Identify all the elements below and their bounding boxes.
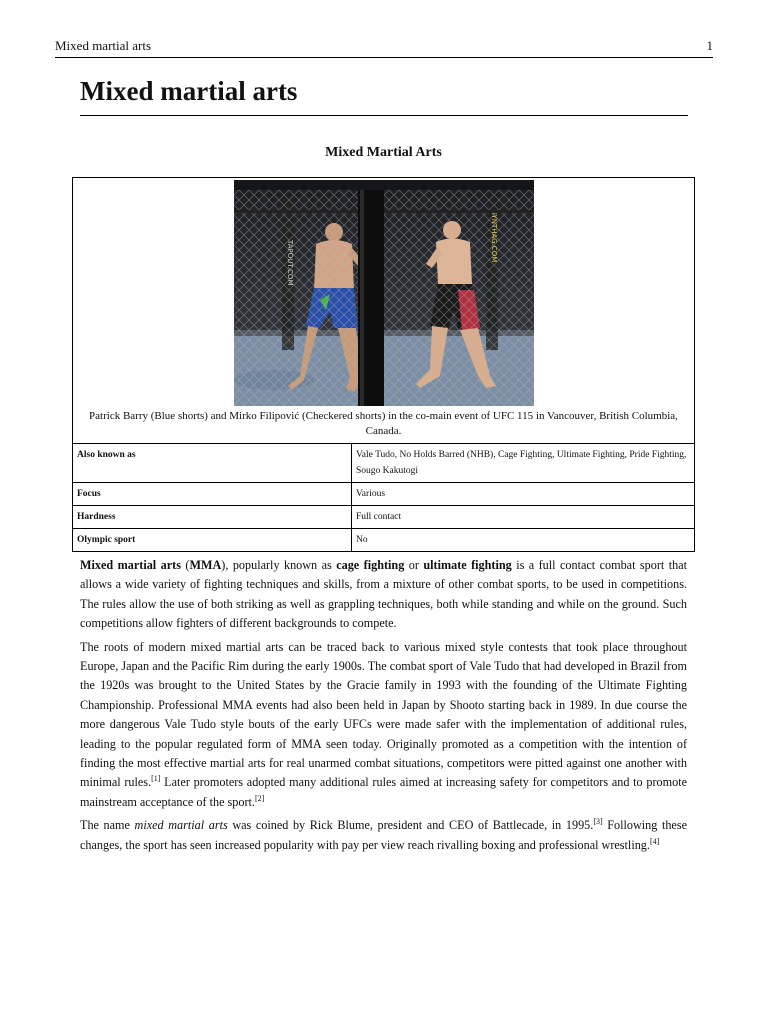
text-run: or (404, 558, 424, 572)
term-italic: mixed martial arts (134, 818, 228, 833)
infobox-row (73, 529, 694, 552)
row-value: Full contact (352, 506, 695, 529)
reference-link[interactable]: [2] (254, 793, 265, 803)
row-label: Focus (73, 483, 352, 506)
text-run: ( (180, 558, 190, 572)
article-title: Mixed martial arts (80, 76, 688, 116)
paragraph-intro (80, 556, 687, 634)
row-label: Also known as (73, 444, 352, 483)
infobox (72, 177, 695, 552)
running-header (55, 38, 713, 58)
infobox-title: Mixed Martial Arts (325, 145, 442, 160)
text-run: The roots of modern mixed martial arts can be traced back to various mixed style contests that took place throughout Europe, Japan and the Pacific Rim during the early 1900s. The combat sport of Vale Tudo that had developed in Brazil from the 1920s was brought to the United States by the Gracie family in 1993 with the founding of the Ultimate Fighting Championship. Professional MMA events had also been held in Japan by Shooto starting back in 1989. In due course the more dangerous Vale Tudo style bouts of the early UFCs were made safer with the implementation of additional rules, leading to the popular regulated form of MMA seen today. Originally promoted as a competition with the intention of finding the most effective martial arts for real unarmed combat situations, competitors were pitted against one another with minimal rules. (80, 639, 687, 790)
text-run: Later promoters adopted many additional rules aimed at increasing safety for competitors and to promote mainstream acceptance of the sport. (80, 775, 687, 809)
infobox-row (73, 506, 694, 529)
row-value: Vale Tudo, No Holds Barred (NHB), Cage Fighting, Ultimate Fighting, Pride Fighting, Sougo Kakutogi (352, 444, 695, 483)
paragraph-history (80, 638, 687, 813)
infobox-row (73, 483, 694, 506)
page-number: 1 (706, 38, 713, 53)
photo-drawing (234, 180, 534, 406)
article-body (80, 556, 687, 859)
row-value: Various (352, 483, 695, 506)
infobox-row (73, 444, 694, 483)
paragraph-name (80, 816, 687, 855)
text-run: was coined by Rick Blume, president and CEO of Battlecade, in 1995. (227, 818, 594, 833)
text-run: The name (80, 818, 135, 833)
reference-link[interactable]: [3] (593, 817, 603, 827)
text-run: Following these changes, the sport has seen increased popularity with pay per view reach rivalling boxing and professional wrestling. (80, 818, 687, 852)
reference-link[interactable]: [1] (151, 774, 161, 784)
row-value: No (352, 529, 695, 552)
reference-link[interactable]: [4] (649, 836, 660, 846)
term-bold: cage fighting (336, 558, 405, 572)
row-label: Hardness (73, 506, 352, 529)
text-run: is a full contact combat sport that allows a wide variety of fighting techniques and skills, from a mixture of other combat sports, to be used in competitions. The rules allow the use of both striking as well as grappling techniques, both while standing and while on the ground. Such competitions allow fighters of different backgrounds to compete. (80, 558, 688, 631)
term-bold: MMA (189, 558, 222, 572)
infobox-facts-table (73, 443, 694, 551)
text-run: ), popularly known as (221, 558, 337, 572)
image-caption: Patrick Barry (Blue shorts) and Mirko Filipović (Checkered shorts) in the co-main event of UFC 115 in Vancouver, British Columbia, Canada. (89, 410, 678, 437)
mma-cage-fight-photo (234, 180, 534, 406)
term-bold: ultimate fighting (423, 558, 512, 572)
running-title: Mixed martial arts (55, 38, 152, 53)
row-label: Olympic sport (73, 529, 352, 552)
term-bold: Mixed martial arts (80, 558, 181, 572)
